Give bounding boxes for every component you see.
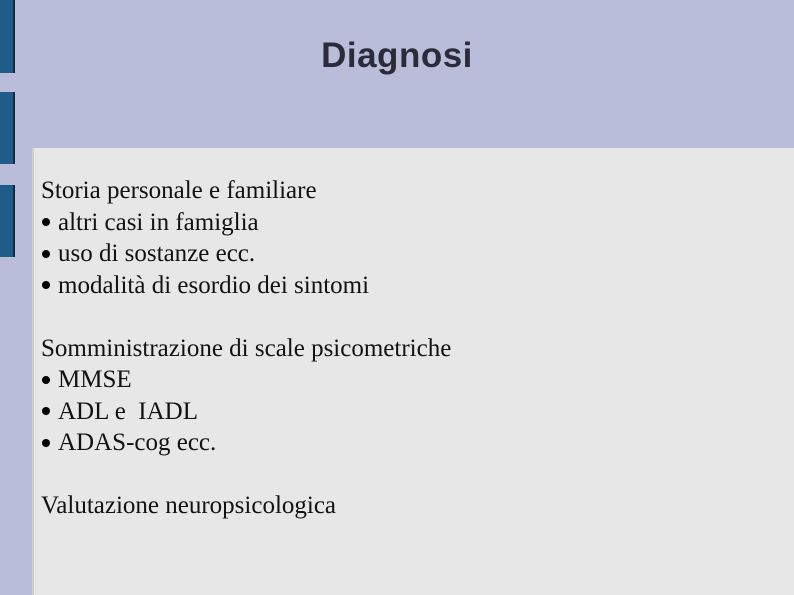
- side-accent-bar: [0, 185, 15, 257]
- slide-title: Diagnosi: [321, 36, 473, 75]
- section-heading: Somministrazione di scale psicometriche: [41, 334, 452, 362]
- list-item-text: altri casi in famiglia: [58, 208, 259, 236]
- bullet-icon: [42, 376, 50, 384]
- bullet-icon: [42, 281, 50, 289]
- bullet-icon: [42, 250, 50, 258]
- bullet-icon: [42, 407, 50, 415]
- bullet-icon: [42, 439, 50, 447]
- list-item-text: modalità di esordio dei sintomi: [58, 271, 370, 299]
- list-item-text: ADAS-cog ecc.: [58, 429, 217, 456]
- list-item: [41, 396, 451, 428]
- spacer: [41, 459, 451, 491]
- list-item-text: uso di sostanze ecc.: [58, 240, 256, 267]
- list-item: [41, 270, 451, 302]
- list-item: [41, 364, 451, 396]
- list-item: [41, 207, 451, 239]
- spacer: [41, 301, 451, 333]
- list-item-text: MMSE: [58, 366, 132, 393]
- bullet-icon: [42, 218, 50, 226]
- side-accent-bar: [0, 92, 15, 164]
- list-item: [41, 427, 451, 459]
- section-heading: Valutazione neuropsicologica: [41, 492, 337, 519]
- section-heading: Storia personale e familiare: [41, 177, 317, 204]
- list-item: [41, 238, 451, 270]
- list-item-text: ADL e IADL: [58, 397, 199, 425]
- slide-body: [41, 175, 451, 522]
